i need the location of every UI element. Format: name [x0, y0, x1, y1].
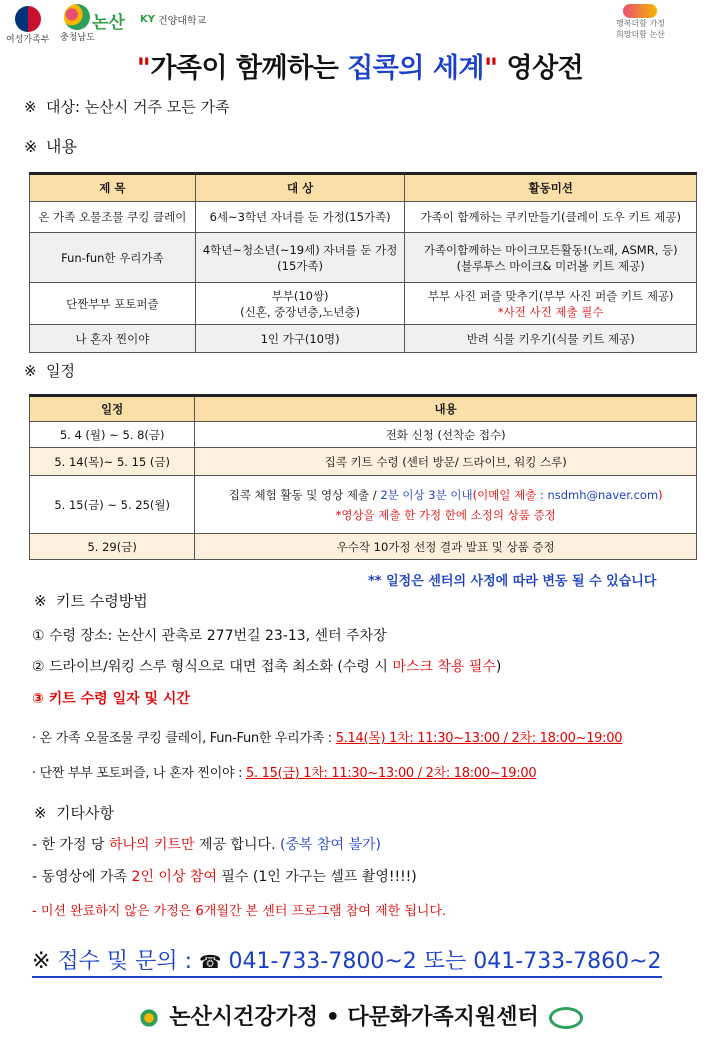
etc-heading: [34, 802, 114, 823]
kit-time-1-programs: · 온 가족 오물조물 쿠킹 클레이, Fun-Fun한 우리가족 :: [32, 731, 336, 746]
etc-heading-text: 기타사항: [56, 804, 114, 822]
program-table: [29, 172, 697, 353]
program-mission-line1: 가족이함께하는 마이크모든활동!(노래, ASMR, 등): [423, 242, 678, 257]
right-slogan-logo: [616, 4, 665, 40]
program-title: 단짠부부 포토퍼즐: [30, 283, 196, 325]
schedule-date: 5. 4 (월) ~ 5. 8(금): [30, 422, 195, 448]
schedule-content-note: *영상을 제출 한 가정 한에 소정의 상품 증정: [335, 507, 556, 522]
schedule-notice: ** 일정은 센터의 사정에 따라 변동 될 수 있습니다: [368, 574, 657, 589]
etc-item-2-text2: 필수 (1인 가구는 셀프 촬영!!!!): [216, 869, 417, 885]
slogan-swash-icon: [623, 4, 657, 18]
kit-item-2: [32, 656, 501, 676]
kit-item-3: ③ 키트 수령 일자 및 시간: [32, 691, 190, 707]
schedule-date: 5. 14(목)~ 5. 15 (금): [30, 448, 195, 476]
kit-item-2-text: ② 드라이브/워킹 스루 형식으로 대면 접촉 최소화 (수령 시: [32, 659, 393, 675]
program-mission-note: *사전 사진 제출 필수: [497, 304, 604, 319]
program-target-line2: (신혼, 중장년층,노년층): [240, 304, 361, 319]
table-row: [30, 325, 697, 353]
nonsan-logo: [92, 8, 125, 33]
etc-item-1-note: (중복 참여 불가): [279, 837, 381, 853]
kit-time-1-schedule: 5.14(목) 1차: 11:30~13:00 / 2차: 18:00~19:00: [335, 731, 623, 746]
program-target: 6세~3학년 자녀를 둔 가정(15가족): [195, 202, 405, 233]
chungnam-emblem-icon: [64, 4, 90, 30]
content-heading: [24, 134, 77, 157]
schedule-heading: [24, 360, 75, 381]
contact-numbers[interactable]: 041-733-7800~2 또는 041-733-7860~2: [221, 949, 662, 974]
slogan-sub: 희망더함 논산: [616, 30, 665, 39]
table-row: [30, 283, 697, 325]
contact-line: [32, 944, 662, 978]
table-row: [30, 534, 697, 560]
program-mission-line1: 부부 사진 퍼즐 맞추기(부부 사진 퍼즐 키트 제공): [427, 288, 674, 303]
program-header-mission: 활동미션: [405, 174, 697, 202]
chungnam-logo-text: 충청남도: [60, 33, 95, 43]
footer-org: 논산시건강가정 • 다문화가족지원센터: [169, 1005, 539, 1030]
schedule-heading-text: 일정: [46, 362, 75, 380]
schedule-content: 집콕 키트 수령 (센터 방문/ 드라이브, 워킹 스루): [195, 448, 697, 476]
etc-item-1-text: - 한 가정 당: [32, 837, 109, 853]
target-text: 대상: 논산시 거주 모든 가족: [46, 98, 230, 116]
konyang-emblem-icon: KY: [140, 14, 155, 25]
title-close-quote: ": [484, 53, 498, 84]
page-title: [0, 46, 720, 85]
phone-icon: ☎: [199, 952, 222, 973]
title-highlight: 집콕의 세계: [347, 53, 485, 84]
nonsan-logo-text: 논산: [92, 13, 125, 33]
program-header-target: 대 상: [195, 174, 405, 202]
table-row: [30, 233, 697, 283]
schedule-content-line1: [199, 487, 692, 503]
schedule-content-part: 집콕 체험 활동 및 영상 제출 /: [228, 487, 381, 502]
schedule-date: 5. 29(금): [30, 534, 195, 560]
program-title: 온 가족 오물조물 쿠킹 클레이: [30, 202, 196, 233]
program-target: 1인 가구(10명): [195, 325, 405, 353]
table-row: [30, 422, 697, 448]
etc-item-3: - 미션 완료하지 않은 가정은 6개월간 본 센터 프로그램 참여 제한 됩니다.: [32, 904, 447, 919]
kit-time-1: [32, 727, 622, 746]
title-part1: 가족이 함께하는: [150, 53, 348, 84]
kit-heading: [34, 590, 148, 611]
kit-time-2-schedule: 5. 15(금) 1차: 11:30~13:00 / 2차: 18:00~19:00: [246, 766, 537, 781]
konyang-logo: [140, 12, 206, 27]
program-target-line1: 부부(10쌍): [271, 288, 329, 303]
etc-item-1-text2: 제공 합니다.: [194, 837, 280, 853]
target-line: [24, 96, 230, 117]
note-mark: ※: [24, 137, 38, 156]
kit-item-1: ① 수령 장소: 논산시 관촉로 277번길 23-13, 센터 주차장: [32, 628, 387, 644]
konyang-logo-text: 건양대학교: [158, 16, 207, 27]
schedule-header-content: 내용: [195, 396, 697, 422]
title-part2: 영상전: [497, 53, 584, 84]
table-row: [30, 448, 697, 476]
program-target: 4학년~청소년(~19세) 자녀를 둔 가정(15가족): [195, 233, 405, 283]
footer: [0, 1000, 720, 1031]
kit-time-2-programs: · 단짠 부부 포토퍼즐, 나 혼자 찐이야 :: [32, 766, 247, 781]
schedule-email-label: (이메일 제출 :: [472, 487, 548, 502]
program-mission: [405, 233, 697, 283]
note-mark: ※: [34, 804, 47, 822]
etc-item-2: [32, 866, 417, 886]
schedule-email-link[interactable]: nsdmh@naver.com: [547, 487, 659, 502]
etc-item-1: [32, 834, 381, 854]
slogan-main: 행복더함 가정: [616, 19, 665, 28]
ministry-logo-text: 여성가족부: [6, 35, 50, 45]
chungnam-logo: [60, 4, 95, 43]
note-mark: ※: [34, 592, 47, 610]
kit-item-2-mask: 마스크 착용 필수: [392, 659, 496, 675]
center-logo-icon: [549, 1007, 583, 1029]
schedule-date: 5. 15(금) ~ 5. 25(월): [30, 476, 195, 534]
kit-heading-text: 키트 수령방법: [56, 592, 148, 610]
schedule-header-date: 일정: [30, 396, 195, 422]
schedule-table: [29, 394, 697, 560]
pinwheel-icon: [137, 1008, 161, 1028]
program-target: [195, 283, 405, 325]
schedule-content: 우수작 10가정 선정 결과 발표 및 상품 증정: [195, 534, 697, 560]
kit-time-2: [32, 762, 536, 781]
program-title: Fun-fun한 우리가족: [30, 233, 196, 283]
contact-label: 접수 및 문의 :: [50, 949, 200, 974]
program-mission: [405, 283, 697, 325]
etc-item-2-highlight: 2인 이상 참여: [131, 869, 217, 885]
schedule-email-close: ): [658, 487, 663, 502]
schedule-content: 전화 신청 (선착순 접수): [195, 422, 697, 448]
note-mark: ※: [32, 949, 51, 974]
title-open-quote: ": [136, 53, 151, 84]
ministry-logo: [6, 6, 49, 45]
program-title: 나 혼자 찐이야: [30, 325, 196, 353]
table-row: [30, 476, 697, 534]
ministry-emblem-icon: [15, 6, 41, 32]
schedule-duration: 2분 이상 3분 이내: [380, 487, 473, 502]
table-row: [30, 202, 697, 233]
program-mission: 가족이 함께하는 쿠키만들기(클레이 도우 키트 제공): [405, 202, 697, 233]
program-mission-line2: (블루투스 마이크& 미러볼 키트 제공): [456, 258, 645, 273]
etc-item-2-text: - 동영상에 가족: [32, 869, 132, 885]
program-mission: 반려 식물 키우기(식물 키트 제공): [405, 325, 697, 353]
program-header-title: 제 목: [30, 174, 196, 202]
kit-item-2-close: ): [495, 659, 502, 675]
schedule-content: [195, 476, 697, 534]
etc-item-1-highlight: 하나의 키트만: [108, 837, 195, 853]
content-heading-text: 내용: [46, 137, 77, 156]
note-mark: ※: [24, 98, 37, 116]
note-mark: ※: [24, 362, 37, 380]
